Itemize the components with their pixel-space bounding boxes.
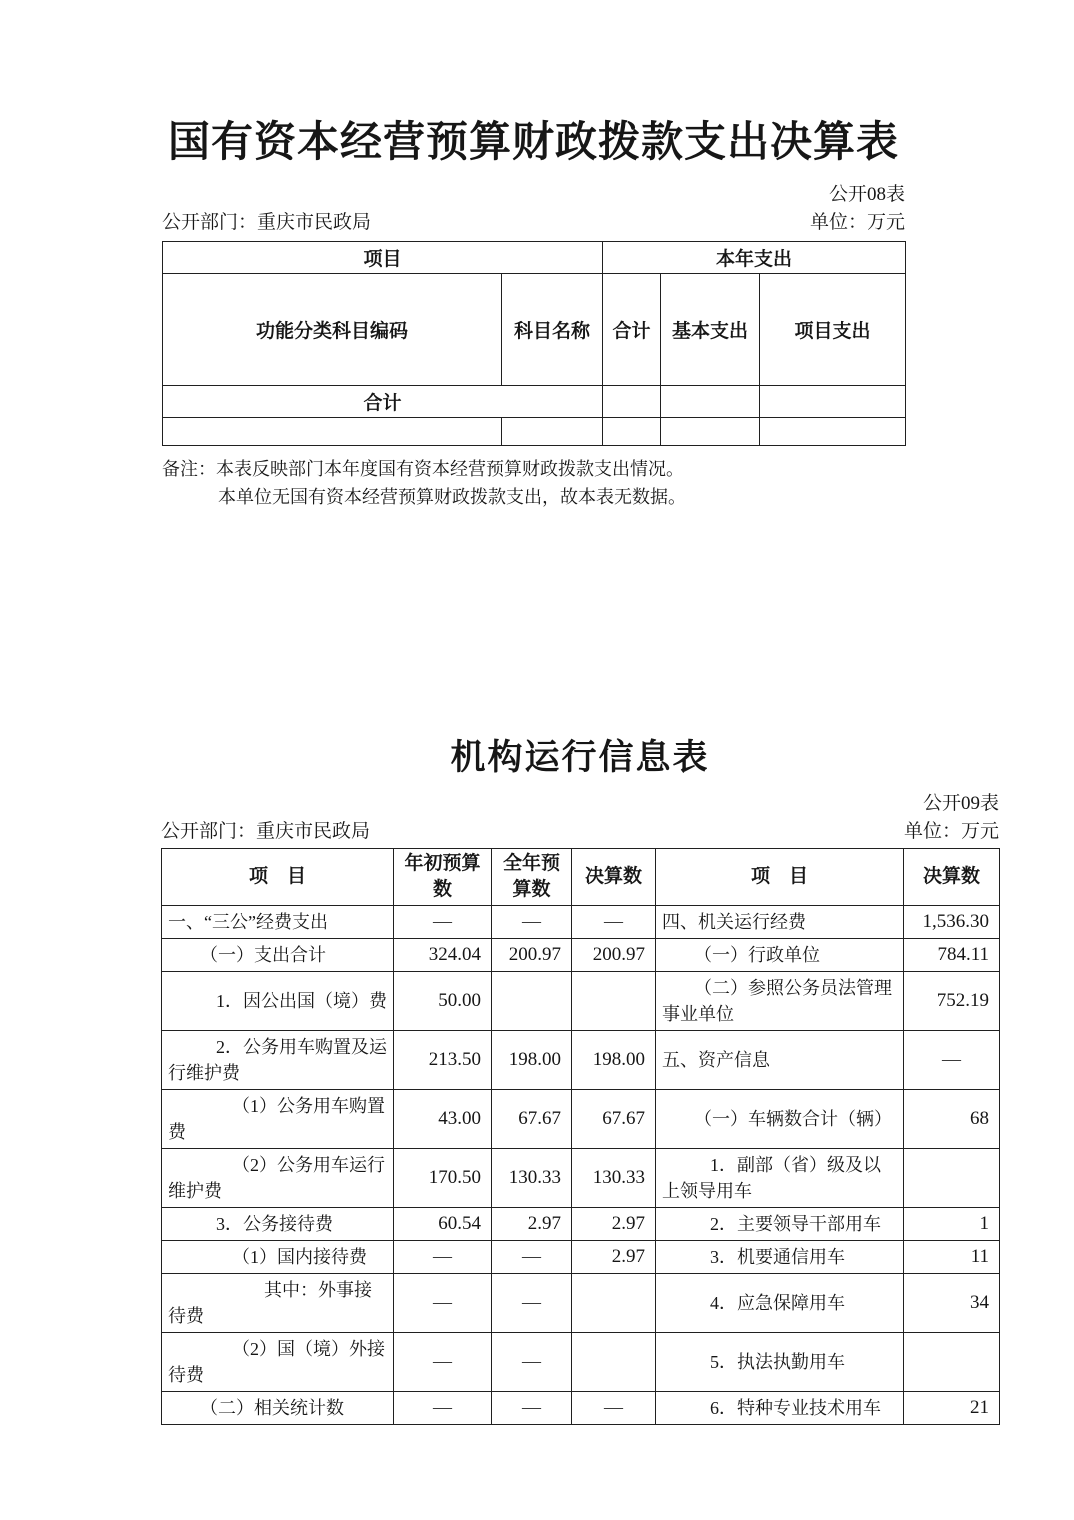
item-label-cell: 5．执法执勤用车	[656, 1333, 904, 1392]
table09-meta-row	[161, 819, 999, 845]
final-accounts-cell	[572, 972, 656, 1031]
table-row	[162, 1208, 1000, 1241]
table-row	[162, 972, 1000, 1031]
final-accounts-cell: 2.97	[572, 1241, 656, 1274]
initial-budget-cell: 43.00	[394, 1090, 492, 1149]
header-item-right: 项 目	[656, 849, 904, 906]
table-row	[162, 939, 1000, 972]
item-label-cell: （2）公务用车运行维护费	[162, 1149, 394, 1208]
empty-cell	[502, 418, 603, 446]
table-row	[163, 274, 906, 386]
table-row	[162, 1274, 1000, 1333]
final-accounts-cell: —	[904, 1031, 1000, 1090]
header-item-left: 项 目	[162, 849, 394, 906]
table-row	[162, 1149, 1000, 1208]
fullyear-budget-cell: —	[492, 1241, 572, 1274]
final-accounts-cell	[904, 1333, 1000, 1392]
table08-section	[162, 116, 905, 511]
header-year-expense-group: 本年支出	[603, 242, 906, 274]
item-label-cell: 一、“三公”经费支出	[162, 906, 394, 939]
org-operation-info-table	[161, 848, 1000, 1425]
final-accounts-cell: 67.67	[572, 1090, 656, 1149]
final-accounts-cell: 11	[904, 1241, 1000, 1274]
header-final-accounts-right: 决算数	[904, 849, 1000, 906]
table-row	[162, 1333, 1000, 1392]
final-accounts-cell	[904, 1149, 1000, 1208]
header-project-expense: 项目支出	[760, 274, 906, 386]
table09-title: 机构运行信息表	[450, 738, 710, 778]
final-accounts-cell: 130.33	[572, 1149, 656, 1208]
final-accounts-cell: 2.97	[572, 1208, 656, 1241]
capital-budget-expense-table	[162, 241, 906, 446]
initial-budget-cell: 213.50	[394, 1031, 492, 1090]
empty-cell	[661, 418, 760, 446]
initial-budget-cell: —	[394, 1241, 492, 1274]
final-accounts-cell: 784.11	[904, 939, 1000, 972]
initial-budget-cell: 60.54	[394, 1208, 492, 1241]
empty-cell	[603, 386, 661, 418]
header-function-code: 功能分类科目编码	[163, 274, 502, 386]
initial-budget-cell: —	[394, 1333, 492, 1392]
item-label-cell: （2）国（境）外接待费	[162, 1333, 394, 1392]
item-label-cell: 6．特种专业技术用车	[656, 1392, 904, 1425]
final-accounts-cell: 1	[904, 1208, 1000, 1241]
final-accounts-cell: 34	[904, 1274, 1000, 1333]
fullyear-budget-cell: 200.97	[492, 939, 572, 972]
header-initial-budget: 年初预算数	[394, 849, 492, 906]
item-label-cell: （1）公务用车购置费	[162, 1090, 394, 1149]
item-label-cell: 其中：外事接待费	[162, 1274, 394, 1333]
final-accounts-cell: 198.00	[572, 1031, 656, 1090]
note-line: 备注：本表反映部门本年度国有资本经营预算财政拨款支出情况。	[162, 459, 684, 479]
fullyear-budget-cell: —	[492, 1333, 572, 1392]
table08-notes	[162, 455, 905, 511]
header-item-group: 项目	[163, 242, 603, 274]
table-row	[162, 1392, 1000, 1425]
note-line: 本单位无国有资本经营预算财政拨款支出，故本表无数据。	[218, 487, 686, 507]
table09-number: 公开09表	[922, 793, 999, 814]
item-label-cell: 2．公务用车购置及运行维护费	[162, 1031, 394, 1090]
fullyear-budget-cell: —	[492, 1392, 572, 1425]
item-label-cell: 3．公务接待费	[162, 1208, 394, 1241]
empty-row	[163, 418, 906, 446]
empty-cell	[603, 418, 661, 446]
item-label-cell: （二）参照公务员法管理事业单位	[656, 972, 904, 1031]
table09-unit: 单位：万元	[903, 821, 999, 842]
table-row	[162, 1031, 1000, 1090]
empty-cell	[163, 418, 502, 446]
fullyear-budget-cell: 2.97	[492, 1208, 572, 1241]
item-label-cell: 3．机要通信用车	[656, 1241, 904, 1274]
initial-budget-cell: 170.50	[394, 1149, 492, 1208]
item-label-cell: 1．副部（省）级及以上领导用车	[656, 1149, 904, 1208]
table09-department: 公开部门：重庆市民政局	[161, 821, 371, 842]
table-row	[162, 906, 1000, 939]
initial-budget-cell: —	[394, 1392, 492, 1425]
final-accounts-cell: —	[572, 906, 656, 939]
initial-budget-cell: —	[394, 906, 492, 939]
table08-number: 公开08表	[828, 184, 905, 205]
table09-header-row	[162, 849, 1000, 906]
final-accounts-cell: 68	[904, 1090, 1000, 1149]
fullyear-budget-cell: 198.00	[492, 1031, 572, 1090]
item-label-cell: 1．因公出国（境）费	[162, 972, 394, 1031]
empty-cell	[661, 386, 760, 418]
item-label-cell: 四、机关运行经费	[656, 906, 904, 939]
item-label-cell: （一）车辆数合计（辆）	[656, 1090, 904, 1149]
total-row-label: 合计	[163, 386, 603, 418]
initial-budget-cell: —	[394, 1274, 492, 1333]
table08-meta-row	[162, 210, 905, 236]
final-accounts-cell	[572, 1274, 656, 1333]
item-label-cell: （二）相关统计数	[162, 1392, 394, 1425]
final-accounts-cell: 752.19	[904, 972, 1000, 1031]
item-label-cell: （一）支出合计	[162, 939, 394, 972]
item-label-cell: （一）行政单位	[656, 939, 904, 972]
final-accounts-cell: 21	[904, 1392, 1000, 1425]
header-subject-name: 科目名称	[502, 274, 603, 386]
item-label-cell: （1）国内接待费	[162, 1241, 394, 1274]
table08-department: 公开部门：重庆市民政局	[162, 212, 372, 233]
initial-budget-cell: 324.04	[394, 939, 492, 972]
final-accounts-cell: 200.97	[572, 939, 656, 972]
final-accounts-cell	[572, 1333, 656, 1392]
empty-cell	[760, 386, 906, 418]
header-final-accounts: 决算数	[572, 849, 656, 906]
final-accounts-cell: —	[572, 1392, 656, 1425]
table09-section	[161, 735, 999, 1425]
item-label-cell: 4．应急保障用车	[656, 1274, 904, 1333]
table08-title: 国有资本经营预算财政拨款支出决算表	[167, 120, 899, 166]
total-row	[163, 386, 906, 418]
fullyear-budget-cell: —	[492, 906, 572, 939]
table-row	[162, 1241, 1000, 1274]
table09-body	[162, 906, 1000, 1425]
header-basic-expense: 基本支出	[661, 274, 760, 386]
item-label-cell: 五、资产信息	[656, 1031, 904, 1090]
header-total: 合计	[603, 274, 661, 386]
table-row	[163, 242, 906, 274]
table08-unit: 单位：万元	[809, 212, 905, 233]
final-accounts-cell: 1,536.30	[904, 906, 1000, 939]
initial-budget-cell: 50.00	[394, 972, 492, 1031]
table-row	[162, 1090, 1000, 1149]
header-fullyear-budget: 全年预算数	[492, 849, 572, 906]
empty-cell	[760, 418, 906, 446]
fullyear-budget-cell: —	[492, 1274, 572, 1333]
fullyear-budget-cell: 67.67	[492, 1090, 572, 1149]
fullyear-budget-cell: 130.33	[492, 1149, 572, 1208]
item-label-cell: 2．主要领导干部用车	[656, 1208, 904, 1241]
fullyear-budget-cell	[492, 972, 572, 1031]
